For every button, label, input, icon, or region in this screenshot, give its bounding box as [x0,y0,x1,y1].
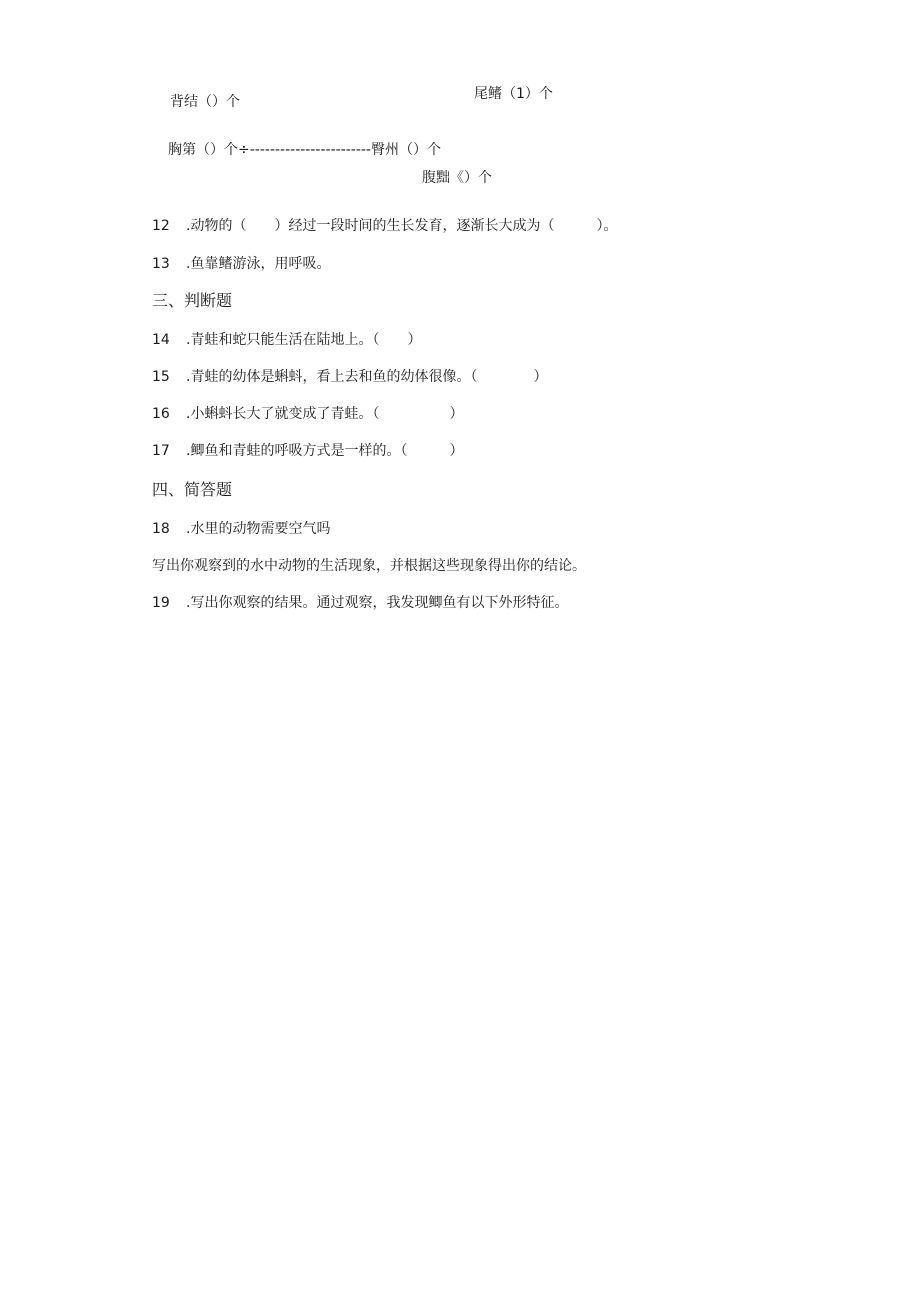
question-number: 15 [152,369,170,385]
section-heading-judge: 三、判断题 [152,291,233,310]
question-16 [152,405,463,423]
question-text: .鱼靠鳍游泳，用呼吸。 [186,256,331,272]
question-15 [152,368,547,386]
leader-line: ------------------------ [249,142,371,158]
question-text: .鲫鱼和青蛙的呼吸方式是一样的。（ ） [186,443,464,459]
question-18 [152,520,330,538]
ventral-fin-label: 腹黜《）个 [422,170,492,186]
question-number: 16 [152,406,170,422]
question-12 [152,217,617,235]
question-number: 12 [152,218,170,234]
dorsal-fin-label: 背结（）个 [170,94,240,110]
pectoral-fin-text: 胸第（）个÷ [168,142,250,158]
question-number: 19 [152,595,170,611]
question-17 [152,442,463,460]
question-13 [152,255,330,273]
question-number: 13 [152,256,170,272]
tail-fin-label: 尾鳍（1）个 [474,86,553,102]
question-text: .青蛙的幼体是蝌蚪，看上去和鱼的幼体很像。（ ） [186,369,548,385]
question-text: .小蝌蚪长大了就变成了青蛙。（ ） [186,406,464,422]
question-text: .青蛙和蛇只能生活在陆地上。（ ） [186,332,422,348]
question-19 [152,594,568,612]
question-text: .动物的（ ）经过一段时间的生长发育，逐渐长大成为（ ）。 [186,218,618,234]
pectoral-fin-label [168,141,441,159]
question-text: .写出你观察的结果。通过观察，我发现鲫鱼有以下外形特征。 [186,595,569,611]
question-text: .水里的动物需要空气吗 [186,521,331,537]
anal-fin-text: 臀州（）个 [370,142,441,158]
question-14 [152,331,421,349]
question-number: 18 [152,521,170,537]
question-number: 14 [152,332,170,348]
question-number: 17 [152,443,170,459]
question-18-subtext: 写出你观察到的水中动物的生活现象，并根据这些现象得出你的结论。 [152,558,586,574]
section-heading-short-answer: 四、简答题 [152,480,233,499]
